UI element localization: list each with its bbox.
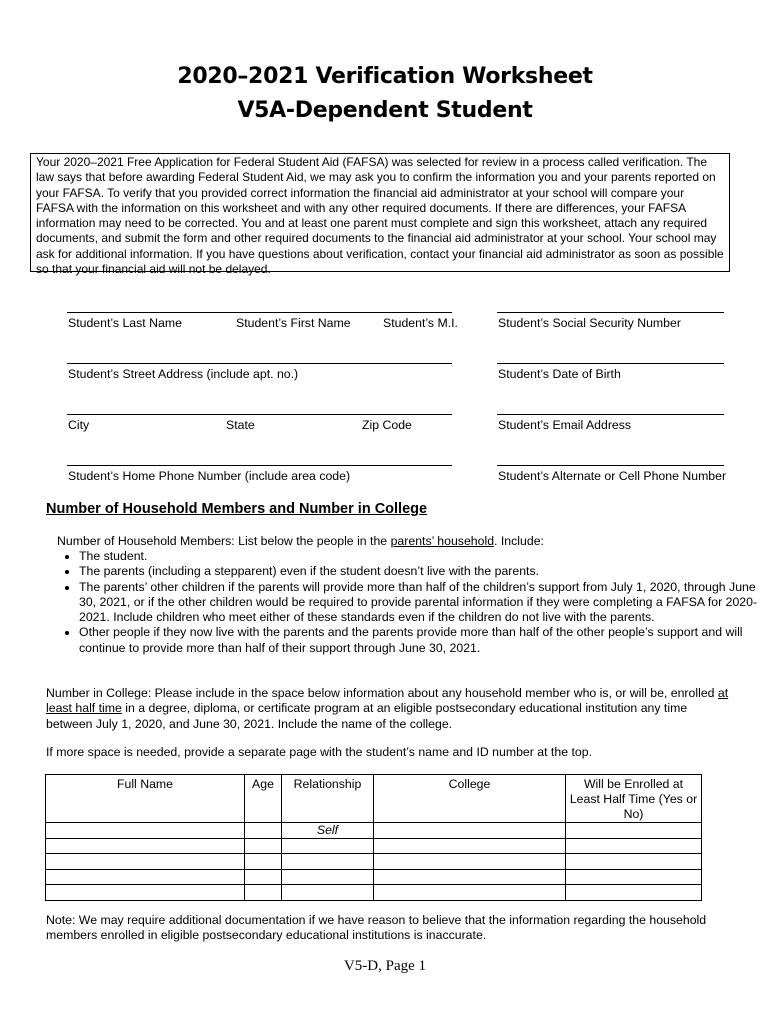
college-cell[interactable] (374, 885, 566, 901)
table-row (46, 823, 702, 839)
zip-label: Zip Code (362, 418, 412, 432)
mi-label: Student’s M.I. (383, 316, 458, 330)
age-cell[interactable] (245, 838, 282, 854)
table-header-row (46, 775, 702, 823)
table-row (46, 854, 702, 870)
relationship-cell[interactable] (282, 869, 374, 885)
relationship-header: Relationship (282, 775, 374, 823)
parents-household-text: parents’ household (390, 534, 495, 548)
intro-box: Your 2020–2021 Free Application for Federal Student Aid (FAFSA) was selected for review in a process called verification. The law says that before awarding Federal Student Aid, we may ask you to confirm the information you and your parents reported on your FAFSA. To verify that you provided correct information the financial aid administrator at your school will compare your FAFSA with the information on this worksheet and with any other required documents. If there are differences, your FAFSA information may need to be corrected. You and at least one parent must complete and sign this worksheet, attach any required documents, and submit the form and other required documents to the financial aid administrator at your school. Your school may ask for additional information. If you have questions about verification, contact your financial aid administrator as soon as possible so that your financial aid will not be delayed. (30, 153, 730, 272)
bullet-item: • Other people if they now live with the parents and the parents provide more than half of the other people’s support and will continue to provide more than half of their support through June 30, 2021. (79, 625, 759, 656)
half-time-text: at least half time (46, 686, 729, 716)
alt-phone-label: Student’s Alternate or Cell Phone Number (498, 469, 727, 483)
full-name-header: Full Name (46, 775, 245, 823)
name-cell[interactable] (46, 838, 245, 854)
enrolled-cell[interactable] (566, 823, 702, 839)
dob-label: Student’s Date of Birth (498, 367, 621, 381)
household-bullet-list (58, 549, 759, 656)
college-text-tail: in a degree, diploma, or certificate program at an eligible postsecondary educational institution any time between July 1, 2020, and June 30, 2021. Include the name of the college. (46, 701, 688, 731)
ssn-input-line[interactable] (497, 312, 724, 313)
enrolled-cell[interactable] (566, 885, 702, 901)
self-label: Self (316, 823, 339, 838)
page-footer: V5-D, Page 1 (343, 958, 427, 974)
name-input-line[interactable] (67, 312, 452, 313)
state-label: State (226, 418, 255, 432)
home-phone-label: Student’s Home Phone Number (include area code) (68, 469, 351, 483)
college-text: Number in College: Please include in the space below information about any household member who is, or will be, enrolled (46, 686, 718, 700)
household-intro-tail: . Include: (494, 534, 544, 548)
college-cell[interactable] (374, 869, 566, 885)
household-intro-text: Number of Household Members: List below the people in the (57, 534, 391, 548)
enrolled-cell[interactable] (566, 869, 702, 885)
name-cell[interactable] (46, 854, 245, 870)
table-row (46, 885, 702, 901)
bullet-item: • The parents (including a stepparent) even if the student doesn’t live with the parents. (79, 564, 759, 579)
email-label: Student’s Email Address (498, 418, 632, 432)
more-space-note: If more space is needed, provide a separate page with the student’s name and ID number at the top. (46, 745, 592, 759)
table-row (46, 838, 702, 854)
street-input-line[interactable] (67, 363, 452, 364)
first-name-label: Student’s First Name (236, 316, 351, 330)
dob-input-line[interactable] (497, 363, 724, 364)
age-header: Age (245, 775, 282, 823)
alt-phone-input-line[interactable] (497, 465, 724, 466)
enrolled-cell[interactable] (566, 838, 702, 854)
name-cell[interactable] (46, 823, 245, 839)
age-cell[interactable] (245, 869, 282, 885)
relationship-cell[interactable] (282, 838, 374, 854)
college-cell[interactable] (374, 823, 566, 839)
street-label: Student’s Street Address (include apt. no.) (68, 367, 299, 381)
age-cell[interactable] (245, 885, 282, 901)
age-cell[interactable] (245, 823, 282, 839)
email-input-line[interactable] (497, 414, 724, 415)
college-cell[interactable] (374, 838, 566, 854)
age-cell[interactable] (245, 854, 282, 870)
worksheet-subtitle: V5A-Dependent Student (237, 98, 533, 123)
household-intro (57, 534, 544, 549)
name-cell[interactable] (46, 869, 245, 885)
college-cell[interactable] (374, 854, 566, 870)
ssn-label: Student’s Social Security Number (498, 316, 681, 330)
section-heading: Number of Household Members and Number in College (46, 501, 428, 517)
name-cell[interactable] (46, 885, 245, 901)
home-phone-input-line[interactable] (67, 465, 452, 466)
relationship-cell[interactable] (282, 885, 374, 901)
enrolled-header: Will be Enrolled at Least Half Time (Yes or No) (566, 775, 702, 823)
college-header: College (374, 775, 566, 823)
number-in-college-paragraph (46, 686, 736, 732)
table-row (46, 869, 702, 885)
city-input-line[interactable] (67, 414, 452, 415)
enrolled-cell[interactable] (566, 854, 702, 870)
bullet-item: • The parents’ other children if the parents will provide more than half of the children’s support from July 1, 2020, through June 30, 2021, or if the other children would be required to provide parental information if they were completing a FAFSA for 2020-2021. Include children who meet either of these standards even if the children do not live with the parents. (79, 580, 759, 626)
last-name-label: Student’s Last Name (68, 316, 182, 330)
worksheet-title: 2020–2021 Verification Worksheet (177, 64, 593, 89)
household-table (45, 774, 702, 901)
documentation-note: Note: We may require additional documentation if we have reason to believe that the information regarding the household members enrolled in eligible postsecondary educational institutions is inaccurate. (46, 913, 707, 943)
relationship-cell[interactable] (282, 854, 374, 870)
bullet-item: • The student. (79, 549, 759, 564)
city-label: City (68, 418, 90, 432)
relationship-cell (282, 823, 374, 839)
